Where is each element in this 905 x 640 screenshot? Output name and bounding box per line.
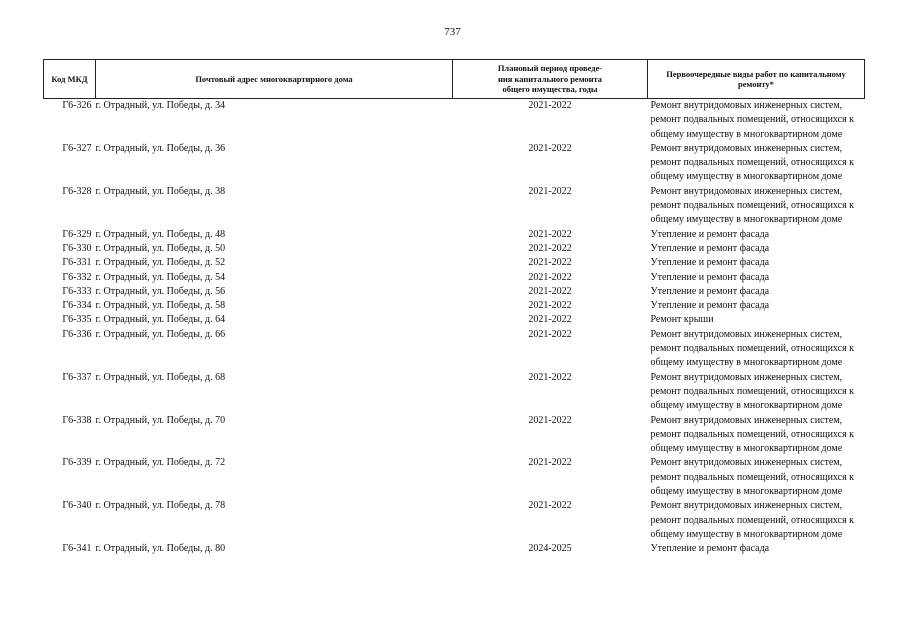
postal-address: г. Отрадный, ул. Победы, д. 68 bbox=[95, 371, 226, 383]
postal-address: г. Отрадный, ул. Победы, д. 38 bbox=[95, 185, 226, 197]
planned-period: 2021-2022 bbox=[528, 100, 572, 111]
page-number: 737 bbox=[444, 26, 461, 38]
priority-works bbox=[648, 499, 865, 542]
priority-works bbox=[648, 242, 865, 256]
priority-works bbox=[648, 99, 865, 142]
works-line: общему имуществу в многоквартирном доме bbox=[650, 171, 843, 183]
header-address: Почтовый адрес многоквартирного дома bbox=[96, 60, 453, 99]
postal-address: г. Отрадный, ул. Победы, д. 54 bbox=[95, 271, 226, 283]
works-line: общему имуществу в многоквартирном доме bbox=[650, 486, 843, 498]
table-row bbox=[44, 271, 865, 285]
mkd-code: Г6-328 bbox=[62, 185, 92, 197]
planned-period: 2021-2022 bbox=[528, 500, 572, 512]
mkd-code: Г6-333 bbox=[62, 285, 92, 297]
priority-works bbox=[648, 313, 865, 327]
postal-address: г. Отрадный, ул. Победы, д. 66 bbox=[95, 328, 226, 340]
table-row bbox=[44, 414, 865, 457]
table-row bbox=[44, 242, 865, 256]
works-line: Утепление и ремонт фасада bbox=[650, 257, 770, 269]
planned-period: 2021-2022 bbox=[528, 142, 572, 154]
header-works-line: Первоочередные виды работ по капитальному bbox=[666, 68, 846, 79]
planned-period: 2021-2022 bbox=[528, 414, 572, 426]
repair-plan-table bbox=[43, 59, 865, 557]
table-row bbox=[44, 499, 865, 542]
table-row bbox=[44, 456, 865, 499]
works-line: ремонт подвальных помещений, относящихся к bbox=[650, 114, 855, 126]
planned-period: 2021-2022 bbox=[528, 185, 572, 197]
works-line: Ремонт внутридомовых инженерных систем, bbox=[650, 185, 843, 197]
works-line: Ремонт внутридомовых инженерных систем, bbox=[650, 371, 843, 383]
mkd-code: Г6-327 bbox=[62, 142, 92, 154]
works-line: общему имуществу в многоквартирном доме bbox=[650, 528, 843, 540]
works-line: общему имуществу в многоквартирном доме bbox=[650, 128, 843, 140]
table-row bbox=[44, 99, 865, 142]
postal-address: г. Отрадный, ул. Победы, д. 58 bbox=[95, 300, 226, 312]
planned-period: 2021-2022 bbox=[528, 242, 572, 254]
table-row bbox=[44, 542, 865, 556]
table-row bbox=[44, 371, 865, 414]
priority-works bbox=[648, 328, 865, 371]
header-period bbox=[453, 60, 648, 99]
table-row bbox=[44, 328, 865, 371]
table-body bbox=[44, 99, 865, 557]
mkd-code: Г6-326 bbox=[62, 100, 92, 111]
mkd-code: Г6-331 bbox=[62, 257, 92, 269]
planned-period: 2024-2025 bbox=[528, 543, 572, 555]
mkd-code: Г6-330 bbox=[62, 242, 92, 254]
header-code: Код МКД bbox=[44, 60, 96, 99]
planned-period: 2021-2022 bbox=[528, 328, 572, 340]
header-period-line: ния капитального ремонта bbox=[497, 73, 603, 84]
works-line: Утепление и ремонт фасада bbox=[650, 228, 770, 240]
planned-period: 2021-2022 bbox=[528, 300, 572, 312]
works-line: ремонт подвальных помещений, относящихся к bbox=[650, 385, 855, 397]
table-row bbox=[44, 256, 865, 270]
postal-address: г. Отрадный, ул. Победы, д. 50 bbox=[95, 242, 226, 254]
table-row bbox=[44, 285, 865, 299]
mkd-code: Г6-329 bbox=[62, 228, 92, 240]
postal-address: г. Отрадный, ул. Победы, д. 78 bbox=[95, 500, 226, 512]
works-line: общему имуществу в многоквартирном доме bbox=[650, 357, 843, 369]
works-line: ремонт подвальных помещений, относящихся к bbox=[650, 157, 855, 169]
mkd-code: Г6-334 bbox=[62, 300, 92, 312]
priority-works bbox=[648, 371, 865, 414]
priority-works bbox=[648, 299, 865, 313]
planned-period: 2021-2022 bbox=[528, 371, 572, 383]
table-row bbox=[44, 142, 865, 185]
priority-works bbox=[648, 285, 865, 299]
postal-address: г. Отрадный, ул. Победы, д. 36 bbox=[95, 142, 226, 154]
mkd-code: Г6-340 bbox=[62, 500, 92, 512]
planned-period: 2021-2022 bbox=[528, 228, 572, 240]
postal-address: г. Отрадный, ул. Победы, д. 48 bbox=[95, 228, 226, 240]
works-line: Ремонт внутридомовых инженерных систем, bbox=[650, 500, 843, 512]
table-row bbox=[44, 228, 865, 242]
priority-works bbox=[648, 271, 865, 285]
works-line: ремонт подвальных помещений, относящихся к bbox=[650, 200, 855, 212]
works-line: общему имуществу в многоквартирном доме bbox=[650, 214, 843, 226]
works-line: общему имуществу в многоквартирном доме bbox=[650, 443, 843, 455]
works-line: Ремонт внутридомовых инженерных систем, bbox=[650, 414, 843, 426]
planned-period: 2021-2022 bbox=[528, 271, 572, 283]
planned-period: 2021-2022 bbox=[528, 314, 572, 326]
works-line: Ремонт внутридомовых инженерных систем, bbox=[650, 457, 843, 469]
priority-works bbox=[648, 256, 865, 270]
works-line: ремонт подвальных помещений, относящихся к bbox=[650, 428, 855, 440]
header-period-line: общего имущества, годы bbox=[502, 84, 598, 95]
works-line: ремонт подвальных помещений, относящихся к bbox=[650, 471, 855, 483]
priority-works bbox=[648, 185, 865, 228]
planned-period: 2021-2022 bbox=[528, 257, 572, 269]
postal-address: г. Отрадный, ул. Победы, д. 72 bbox=[95, 457, 226, 469]
priority-works bbox=[648, 542, 865, 556]
mkd-code: Г6-336 bbox=[62, 328, 92, 340]
planned-period: 2021-2022 bbox=[528, 285, 572, 297]
mkd-code: Г6-341 bbox=[62, 543, 92, 555]
postal-address: г. Отрадный, ул. Победы, д. 64 bbox=[95, 314, 226, 326]
mkd-code: Г6-339 bbox=[62, 457, 92, 469]
priority-works bbox=[648, 456, 865, 499]
table-row bbox=[44, 313, 865, 327]
postal-address: г. Отрадный, ул. Победы, д. 56 bbox=[95, 285, 226, 297]
mkd-code: Г6-337 bbox=[62, 371, 92, 383]
postal-address: г. Отрадный, ул. Победы, д. 70 bbox=[95, 414, 226, 426]
works-line: Утепление и ремонт фасада bbox=[650, 271, 770, 283]
mkd-code: Г6-332 bbox=[62, 271, 92, 283]
works-line: Утепление и ремонт фасада bbox=[650, 242, 770, 254]
header-row bbox=[44, 60, 865, 99]
mkd-code: Г6-338 bbox=[62, 414, 92, 426]
header-period-line: Плановый период проведе- bbox=[497, 63, 603, 74]
works-line: Ремонт внутридомовых инженерных систем, bbox=[650, 100, 843, 111]
table-row bbox=[44, 299, 865, 313]
priority-works bbox=[648, 228, 865, 242]
mkd-code: Г6-335 bbox=[62, 314, 92, 326]
works-line: Утепление и ремонт фасада bbox=[650, 285, 770, 297]
works-line: Утепление и ремонт фасада bbox=[650, 300, 770, 312]
works-line: ремонт подвальных помещений, относящихся к bbox=[650, 343, 855, 355]
postal-address: г. Отрадный, ул. Победы, д. 34 bbox=[95, 100, 226, 111]
postal-address: г. Отрадный, ул. Победы, д. 52 bbox=[95, 257, 226, 269]
planned-period: 2021-2022 bbox=[528, 457, 572, 469]
table-row bbox=[44, 185, 865, 228]
postal-address: г. Отрадный, ул. Победы, д. 80 bbox=[95, 543, 226, 555]
header-works-line: ремонту* bbox=[738, 79, 774, 89]
table-header bbox=[44, 60, 865, 99]
priority-works bbox=[648, 414, 865, 457]
priority-works bbox=[648, 142, 865, 185]
works-line: Ремонт крыши bbox=[650, 314, 714, 326]
works-line: Утепление и ремонт фасада bbox=[650, 543, 770, 555]
works-line: общему имуществу в многоквартирном доме bbox=[650, 400, 843, 412]
works-line: Ремонт внутридомовых инженерных систем, bbox=[650, 142, 843, 154]
works-line: Ремонт внутридомовых инженерных систем, bbox=[650, 328, 843, 340]
works-line: ремонт подвальных помещений, относящихся к bbox=[650, 514, 855, 526]
header-works bbox=[648, 60, 865, 99]
